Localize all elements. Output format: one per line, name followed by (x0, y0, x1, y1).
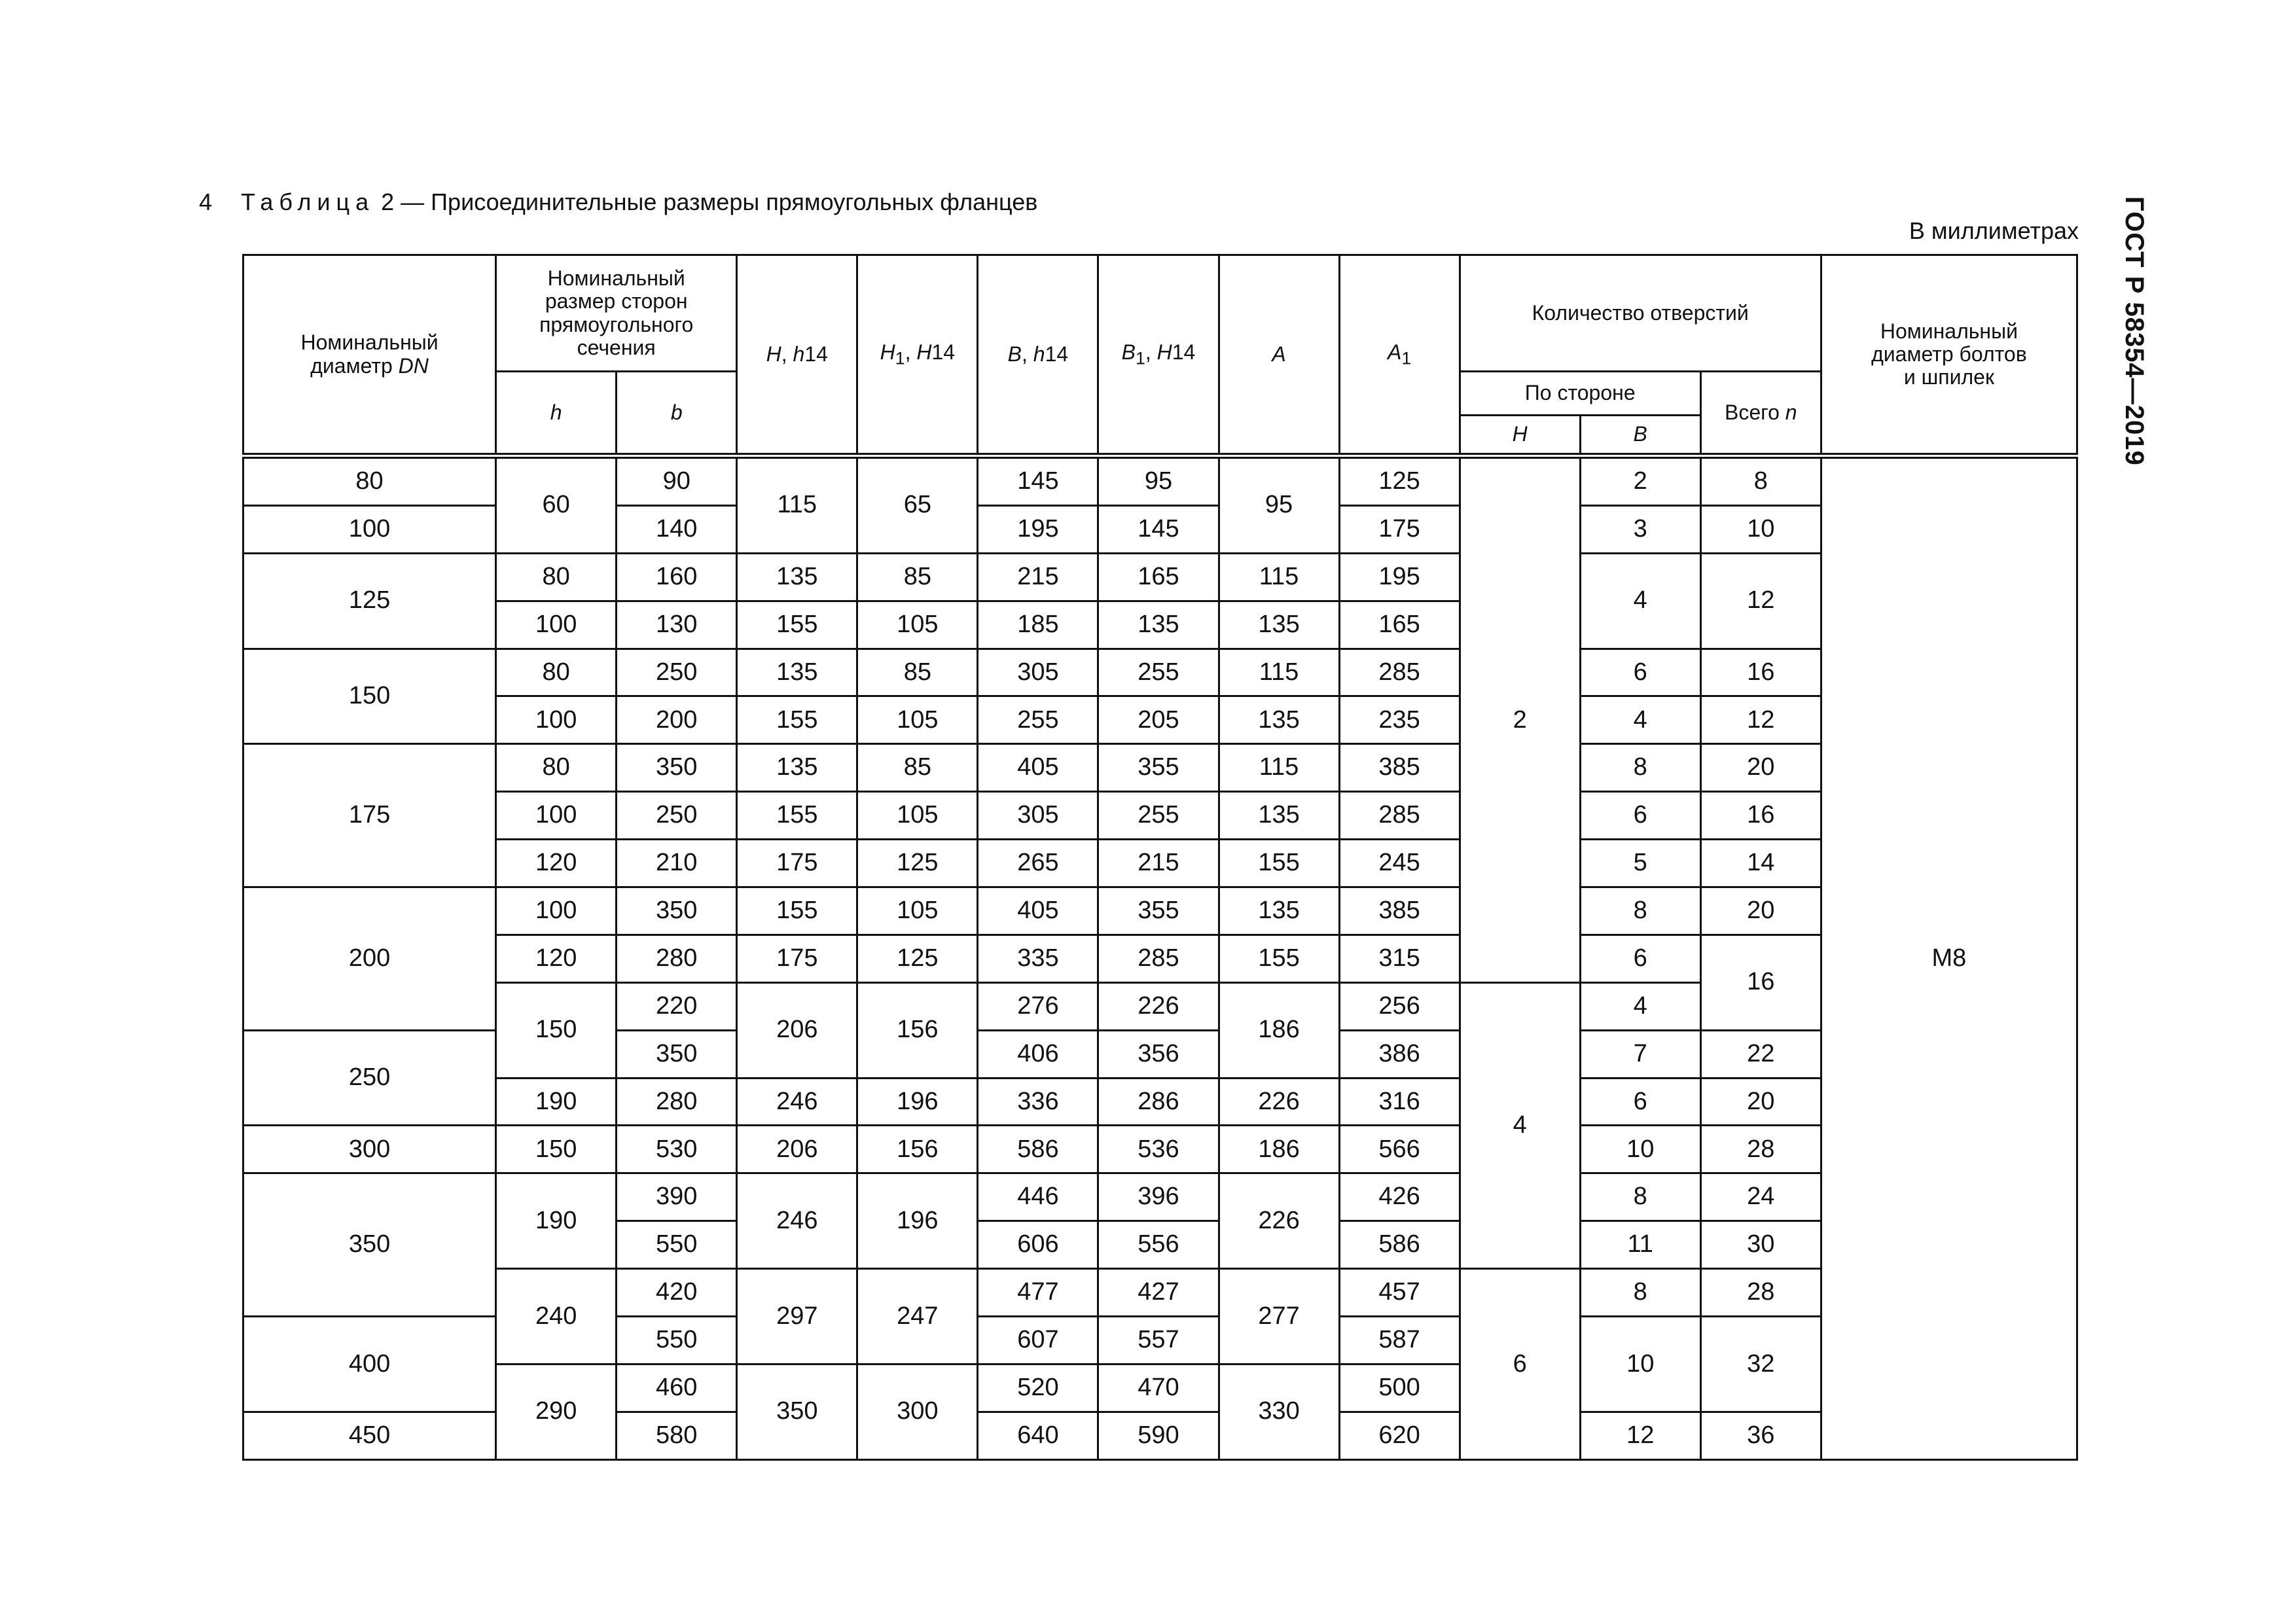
cell-b: 130 (617, 601, 737, 649)
cell-B1: 355 (1098, 887, 1219, 935)
cell-holes-B: 8 (1580, 1269, 1700, 1317)
cell-H1: 300 (857, 1364, 978, 1459)
table-row (243, 696, 2077, 744)
cell-H: 115 (737, 456, 857, 554)
cell-dn: 80 (243, 456, 496, 506)
cell-h: 100 (496, 792, 617, 840)
cell-holes-total: 14 (1700, 840, 1821, 887)
cell-H1: 196 (857, 1173, 978, 1269)
cell-H1: 105 (857, 887, 978, 935)
cell-A: 115 (1219, 649, 1339, 696)
cell-B1: 135 (1098, 601, 1219, 649)
cell-A1: 285 (1339, 792, 1460, 840)
cell-B1: 255 (1098, 649, 1219, 696)
cell-A: 186 (1219, 1126, 1339, 1173)
cell-A1: 256 (1339, 982, 1460, 1030)
cell-b: 210 (617, 840, 737, 887)
cell-B: 405 (978, 887, 1098, 935)
cell-holes-B: 4 (1580, 553, 1700, 649)
cell-h: 190 (496, 1173, 617, 1269)
cell-holes-B: 11 (1580, 1221, 1700, 1269)
cell-holes-B: 10 (1580, 1126, 1700, 1173)
cell-h: 100 (496, 696, 617, 744)
cell-B: 276 (978, 982, 1098, 1030)
cell-b: 350 (617, 744, 737, 792)
cell-holes-B: 12 (1580, 1412, 1700, 1459)
cell-b: 550 (617, 1317, 737, 1364)
cell-B1: 285 (1098, 935, 1219, 982)
flange-dimensions-table (242, 254, 2078, 1461)
cell-A: 155 (1219, 935, 1339, 982)
cell-H: 246 (737, 1078, 857, 1126)
cell-B: 520 (978, 1364, 1098, 1412)
cell-B: 586 (978, 1126, 1098, 1173)
cell-b: 280 (617, 1078, 737, 1126)
header-H-h14: H, h14 (737, 255, 857, 456)
cell-B: 406 (978, 1030, 1098, 1078)
cell-b: 160 (617, 553, 737, 601)
table-body (243, 456, 2077, 1460)
cell-H1: 125 (857, 840, 978, 887)
document-code: ГОСТ Р 58354—2019 (2120, 196, 2149, 466)
cell-holes-total: 22 (1700, 1030, 1821, 1078)
cell-b: 220 (617, 982, 737, 1030)
cell-bolt-diameter: M8 (1821, 456, 2077, 1460)
cell-h: 120 (496, 935, 617, 982)
cell-h: 150 (496, 982, 617, 1078)
cell-B1: 356 (1098, 1030, 1219, 1078)
cell-A: 330 (1219, 1364, 1339, 1459)
header-b: b (617, 372, 737, 456)
cell-A: 95 (1219, 456, 1339, 554)
cell-dn: 100 (243, 505, 496, 553)
cell-B1: 145 (1098, 505, 1219, 553)
header-A: A (1219, 255, 1339, 456)
header-A1: $A_1$ (1339, 255, 1460, 456)
cell-dn: 350 (243, 1173, 496, 1317)
cell-A: 226 (1219, 1173, 1339, 1269)
cell-h: 100 (496, 887, 617, 935)
cell-B: 336 (978, 1078, 1098, 1126)
cell-B: 255 (978, 696, 1098, 744)
cell-holes-total: 28 (1700, 1126, 1821, 1173)
page-number: 4 (199, 188, 213, 215)
cell-H1: 85 (857, 553, 978, 601)
cell-dn: 200 (243, 887, 496, 1031)
cell-A1: 386 (1339, 1030, 1460, 1078)
cell-B: 185 (978, 601, 1098, 649)
cell-b: 390 (617, 1173, 737, 1221)
cell-H: 135 (737, 649, 857, 696)
cell-A1: 385 (1339, 744, 1460, 792)
header-side-H: H (1460, 416, 1580, 456)
cell-holes-total: 12 (1700, 696, 1821, 744)
units-note: В миллиметрах (1909, 217, 2079, 244)
cell-A1: 587 (1339, 1317, 1460, 1364)
cell-holes-B: 5 (1580, 840, 1700, 887)
cell-H: 297 (737, 1269, 857, 1364)
cell-b: 280 (617, 935, 737, 982)
table-row (243, 1078, 2077, 1126)
cell-b: 550 (617, 1221, 737, 1269)
cell-B1: 557 (1098, 1317, 1219, 1364)
cell-H: 155 (737, 792, 857, 840)
cell-h: 290 (496, 1364, 617, 1459)
cell-B: 145 (978, 456, 1098, 506)
cell-A: 135 (1219, 792, 1339, 840)
cell-h: 80 (496, 744, 617, 792)
cell-holes-total: 20 (1700, 1078, 1821, 1126)
cell-A1: 426 (1339, 1173, 1460, 1221)
cell-A1: 620 (1339, 1412, 1460, 1459)
cell-h: 60 (496, 456, 617, 554)
cell-H: 206 (737, 982, 857, 1078)
cell-H1: 156 (857, 982, 978, 1078)
cell-holes-H: 6 (1460, 1269, 1580, 1460)
cell-holes-total: 8 (1700, 456, 1821, 506)
header-side-B: B (1580, 416, 1700, 456)
cell-holes-total: 24 (1700, 1173, 1821, 1221)
cell-holes-B: 4 (1580, 696, 1700, 744)
cell-h: 190 (496, 1078, 617, 1126)
cell-holes-total: 32 (1700, 1317, 1821, 1412)
cell-A1: 165 (1339, 601, 1460, 649)
cell-holes-total: 16 (1700, 935, 1821, 1030)
cell-B1: 556 (1098, 1221, 1219, 1269)
cell-H: 135 (737, 553, 857, 601)
cell-holes-B: 3 (1580, 505, 1700, 553)
header-B1-H14: $B_1$, H14 (1098, 255, 1219, 456)
cell-b: 350 (617, 887, 737, 935)
cell-B1: 396 (1098, 1173, 1219, 1221)
cell-H1: 156 (857, 1126, 978, 1173)
cell-A1: 457 (1339, 1269, 1460, 1317)
cell-b: 420 (617, 1269, 737, 1317)
cell-holes-total: 10 (1700, 505, 1821, 553)
cell-B: 446 (978, 1173, 1098, 1221)
cell-h: 80 (496, 553, 617, 601)
cell-A: 135 (1219, 696, 1339, 744)
cell-holes-H: 2 (1460, 456, 1580, 983)
cell-A1: 285 (1339, 649, 1460, 696)
header-H1-H14: $H_1$, H14 (857, 255, 978, 456)
cell-H1: 85 (857, 744, 978, 792)
cell-dn: 250 (243, 1030, 496, 1126)
cell-A1: 195 (1339, 553, 1460, 601)
cell-H: 206 (737, 1126, 857, 1173)
cell-holes-total: 20 (1700, 887, 1821, 935)
cell-holes-total: 12 (1700, 553, 1821, 649)
table-row (243, 1173, 2077, 1221)
cell-A1: 245 (1339, 840, 1460, 887)
cell-A1: 385 (1339, 887, 1460, 935)
cell-H: 135 (737, 744, 857, 792)
cell-b: 90 (617, 456, 737, 506)
cell-B: 606 (978, 1221, 1098, 1269)
cell-h: 80 (496, 649, 617, 696)
cell-H: 155 (737, 887, 857, 935)
table-row (243, 792, 2077, 840)
cell-b: 200 (617, 696, 737, 744)
cell-A: 135 (1219, 887, 1339, 935)
table-row (243, 887, 2077, 935)
cell-dn: 175 (243, 744, 496, 887)
cell-B: 477 (978, 1269, 1098, 1317)
header-total-n: Всего n (1700, 372, 1821, 456)
cell-A1: 175 (1339, 505, 1460, 553)
cell-H: 350 (737, 1364, 857, 1459)
cell-dn: 400 (243, 1317, 496, 1412)
cell-B1: 536 (1098, 1126, 1219, 1173)
cell-H1: 105 (857, 792, 978, 840)
header-bolt-diameter: Номинальный диаметр болтов и шпилек (1821, 255, 2077, 456)
cell-A: 226 (1219, 1078, 1339, 1126)
header-h: h (496, 372, 617, 456)
cell-B: 640 (978, 1412, 1098, 1459)
cell-holes-B: 8 (1580, 1173, 1700, 1221)
cell-H1: 196 (857, 1078, 978, 1126)
cell-holes-total: 30 (1700, 1221, 1821, 1269)
cell-holes-total: 28 (1700, 1269, 1821, 1317)
cell-B: 195 (978, 505, 1098, 553)
cell-H: 155 (737, 696, 857, 744)
cell-h: 100 (496, 601, 617, 649)
cell-B1: 255 (1098, 792, 1219, 840)
cell-H: 155 (737, 601, 857, 649)
cell-h: 240 (496, 1269, 617, 1364)
cell-H: 175 (737, 840, 857, 887)
cell-holes-B: 6 (1580, 792, 1700, 840)
cell-B1: 95 (1098, 456, 1219, 506)
cell-A: 115 (1219, 553, 1339, 601)
cell-b: 460 (617, 1364, 737, 1412)
table-row (243, 935, 2077, 982)
cell-holes-B: 4 (1580, 982, 1700, 1030)
cell-H: 246 (737, 1173, 857, 1269)
cell-dn: 450 (243, 1412, 496, 1459)
cell-A: 115 (1219, 744, 1339, 792)
cell-b: 350 (617, 1030, 737, 1078)
header-B-h14: B, h14 (978, 255, 1098, 456)
cell-b: 140 (617, 505, 737, 553)
cell-dn: 125 (243, 553, 496, 649)
cell-h: 120 (496, 840, 617, 887)
table-caption (241, 188, 1037, 216)
caption-text: 2 — Присоединительные размеры прямоугольных фланцев (374, 188, 1038, 215)
cell-b: 250 (617, 792, 737, 840)
cell-A: 186 (1219, 982, 1339, 1078)
cell-b: 250 (617, 649, 737, 696)
cell-H: 175 (737, 935, 857, 982)
cell-A1: 500 (1339, 1364, 1460, 1412)
cell-holes-total: 16 (1700, 649, 1821, 696)
cell-A1: 315 (1339, 935, 1460, 982)
cell-holes-total: 36 (1700, 1412, 1821, 1459)
header-nominal-diameter: Номинальный диаметр DN (243, 255, 496, 456)
table-row (243, 840, 2077, 887)
header-holes-count: Количество отверстий (1460, 255, 1821, 372)
table-row (243, 649, 2077, 696)
cell-B: 335 (978, 935, 1098, 982)
table-row (243, 1126, 2077, 1173)
cell-holes-B: 2 (1580, 456, 1700, 506)
cell-B1: 590 (1098, 1412, 1219, 1459)
cell-dn: 150 (243, 649, 496, 744)
table-header (243, 255, 2077, 456)
cell-holes-B: 6 (1580, 935, 1700, 982)
caption-label: Таблица (241, 188, 375, 215)
cell-B1: 286 (1098, 1078, 1219, 1126)
cell-B1: 165 (1098, 553, 1219, 601)
cell-A: 155 (1219, 840, 1339, 887)
cell-B: 305 (978, 649, 1098, 696)
cell-A1: 566 (1339, 1126, 1460, 1173)
cell-A: 277 (1219, 1269, 1339, 1364)
table-row (243, 456, 2077, 506)
cell-B: 405 (978, 744, 1098, 792)
cell-B: 215 (978, 553, 1098, 601)
cell-A1: 316 (1339, 1078, 1460, 1126)
table-row (243, 1269, 2077, 1317)
header-side-size: Номинальный размер сторон прямоугольного сечения (496, 255, 737, 372)
header-per-side: По стороне (1460, 372, 1700, 416)
cell-B: 607 (978, 1317, 1098, 1364)
cell-holes-B: 10 (1580, 1317, 1700, 1412)
cell-B1: 226 (1098, 982, 1219, 1030)
cell-holes-total: 16 (1700, 792, 1821, 840)
cell-A1: 125 (1339, 456, 1460, 506)
cell-holes-B: 6 (1580, 1078, 1700, 1126)
cell-holes-H: 4 (1460, 982, 1580, 1268)
cell-h: 150 (496, 1126, 617, 1173)
cell-A1: 235 (1339, 696, 1460, 744)
cell-B: 265 (978, 840, 1098, 887)
cell-holes-total: 20 (1700, 744, 1821, 792)
cell-B: 305 (978, 792, 1098, 840)
cell-holes-B: 8 (1580, 744, 1700, 792)
cell-H1: 125 (857, 935, 978, 982)
cell-B1: 427 (1098, 1269, 1219, 1317)
table-row (243, 553, 2077, 601)
cell-A: 135 (1219, 601, 1339, 649)
cell-B1: 215 (1098, 840, 1219, 887)
cell-H1: 65 (857, 456, 978, 554)
cell-holes-B: 6 (1580, 649, 1700, 696)
cell-B1: 470 (1098, 1364, 1219, 1412)
cell-H1: 105 (857, 696, 978, 744)
cell-dn: 300 (243, 1126, 496, 1173)
cell-B1: 355 (1098, 744, 1219, 792)
cell-holes-B: 7 (1580, 1030, 1700, 1078)
cell-b: 580 (617, 1412, 737, 1459)
cell-H1: 247 (857, 1269, 978, 1364)
table-row (243, 744, 2077, 792)
cell-H1: 105 (857, 601, 978, 649)
cell-b: 530 (617, 1126, 737, 1173)
cell-A1: 586 (1339, 1221, 1460, 1269)
cell-holes-B: 8 (1580, 887, 1700, 935)
cell-B1: 205 (1098, 696, 1219, 744)
cell-H1: 85 (857, 649, 978, 696)
